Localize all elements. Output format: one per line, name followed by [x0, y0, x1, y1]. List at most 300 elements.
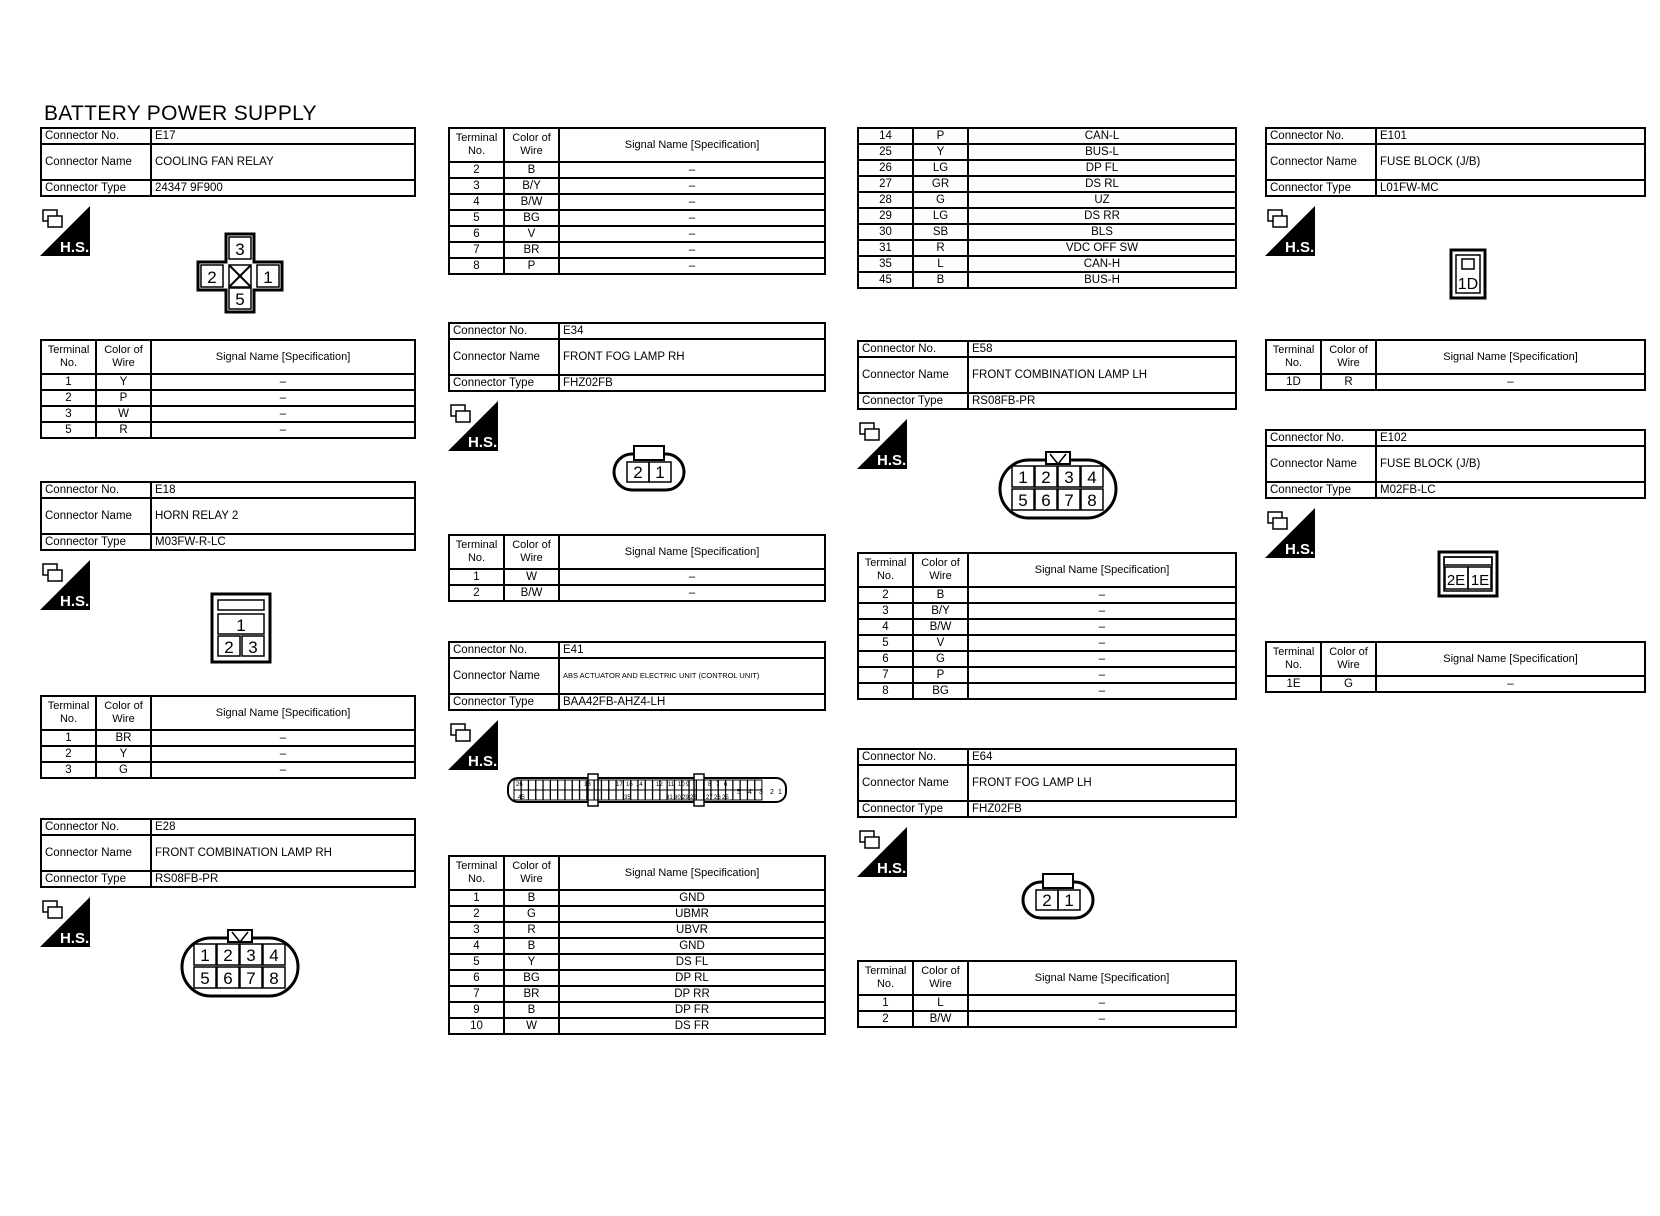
cavity-cell — [740, 780, 747, 790]
signal-name-cell: – — [151, 730, 415, 746]
signal-name-cell: – — [151, 422, 415, 438]
table-row — [449, 954, 825, 970]
pin-label: 2 — [1042, 891, 1052, 910]
connector-name-value: FRONT FOG LAMP LH — [968, 765, 1236, 801]
connector-type-value: FHZ02FB — [968, 801, 1236, 817]
pin-label: 4 — [269, 946, 279, 965]
label-connector-no: Connector No. — [41, 482, 151, 498]
pin-label: 26 — [714, 795, 721, 801]
table-row — [1266, 676, 1645, 692]
pin-label: 1 — [655, 463, 665, 482]
hs-label: H.S. — [60, 239, 90, 256]
signal-name-cell: – — [968, 651, 1236, 667]
cavity-cell — [551, 790, 558, 800]
signal-name-cell: – — [968, 619, 1236, 635]
cavity-cell — [529, 780, 536, 790]
connector-type-value: L01FW-MC — [1376, 180, 1645, 196]
table-row — [449, 258, 825, 274]
pin-label: 45 — [518, 795, 525, 801]
table-row — [449, 569, 825, 585]
wire-color-cell: G — [96, 762, 151, 778]
connector-face-e58 — [998, 450, 1118, 527]
wire-color-cell: BR — [504, 986, 559, 1002]
terminal-no-cell: 1 — [449, 569, 504, 585]
header-signal: Signal Name [Specification] — [1376, 340, 1645, 374]
wire-color-cell: B/Y — [504, 178, 559, 194]
header-terminal-no: Terminal No. — [449, 535, 504, 569]
wire-color-cell: P — [504, 258, 559, 274]
connector-no-value: E64 — [968, 749, 1236, 765]
pin-label: 3 — [248, 638, 258, 657]
pin-label: 8 — [1087, 491, 1097, 510]
table-row — [858, 240, 1236, 256]
pin-label: 16 — [626, 782, 633, 788]
terminal-table-e58 — [857, 552, 1237, 700]
header-terminal-no: Terminal No. — [41, 696, 96, 730]
table-row — [449, 986, 825, 1002]
wire-color-cell: B/Y — [913, 603, 968, 619]
header-terminal-no: Terminal No. — [858, 553, 913, 587]
signal-name-cell: – — [151, 406, 415, 422]
connector-face-e101 — [1449, 248, 1487, 305]
label-connector-no: Connector No. — [858, 341, 968, 357]
pin-label: 1 — [236, 616, 246, 635]
wire-color-cell: B — [504, 890, 559, 906]
terminal-no-cell: 2 — [449, 162, 504, 178]
cavity-cell — [653, 790, 660, 800]
label-connector-name: Connector Name — [449, 658, 559, 694]
table-row — [858, 192, 1236, 208]
wire-color-cell: LG — [913, 160, 968, 176]
connector-face-e64 — [1021, 872, 1095, 925]
terminal-no-cell: 4 — [858, 619, 913, 635]
signal-name-cell: – — [968, 587, 1236, 603]
pin-label: 17 — [616, 782, 623, 788]
header-color: Color of Wire — [1321, 340, 1376, 374]
wire-color-cell: R — [96, 422, 151, 438]
table-row — [858, 256, 1236, 272]
signal-name-cell: DP RR — [559, 986, 825, 1002]
wire-color-cell: B — [913, 272, 968, 288]
table-row — [858, 587, 1236, 603]
signal-name-cell: – — [559, 258, 825, 274]
hs-icon — [1265, 206, 1315, 256]
hs-label: H.S. — [877, 452, 907, 469]
signal-name-cell: – — [968, 635, 1236, 651]
label-connector-type: Connector Type — [449, 375, 559, 391]
pin-label: 2 — [633, 463, 643, 482]
pin-label: 1 — [778, 789, 782, 796]
header-terminal-no: Terminal No. — [449, 856, 504, 890]
wire-color-cell: SB — [913, 224, 968, 240]
signal-name-cell: – — [559, 226, 825, 242]
label-connector-type: Connector Type — [858, 393, 968, 409]
pin-label: 8 — [708, 782, 712, 788]
wire-color-cell: V — [504, 226, 559, 242]
terminal-no-cell: 2 — [41, 390, 96, 406]
connector-name-value: FRONT FOG LAMP RH — [559, 339, 825, 375]
signal-name-cell: – — [151, 374, 415, 390]
connector-face-e41 — [506, 772, 790, 813]
label-connector-name: Connector Name — [41, 144, 151, 180]
connector-no-value: E18 — [151, 482, 415, 498]
connector-no-value: E41 — [559, 642, 825, 658]
pin-label: 1E — [1470, 572, 1490, 589]
table-row — [449, 1002, 825, 1018]
header-terminal-no: Terminal No. — [1266, 340, 1321, 374]
cavity-cell — [602, 780, 609, 790]
table-row — [41, 422, 415, 438]
pin-label: 5 — [1018, 491, 1028, 510]
cavity-cell — [529, 790, 536, 800]
connector-name-value: FRONT COMBINATION LAMP LH — [968, 357, 1236, 393]
label-connector-name: Connector Name — [1266, 446, 1376, 482]
pin-label: 28 — [690, 795, 697, 801]
wire-color-cell: L — [913, 995, 968, 1011]
label-connector-no: Connector No. — [1266, 430, 1376, 446]
wire-color-cell: R — [504, 922, 559, 938]
table-row — [449, 585, 825, 601]
terminal-table-e41-continued — [857, 127, 1237, 289]
table-row — [41, 374, 415, 390]
label-connector-name: Connector Name — [41, 835, 151, 871]
terminal-no-cell: 2 — [41, 746, 96, 762]
label-connector-type: Connector Type — [858, 801, 968, 817]
cavity-cell — [631, 790, 638, 800]
cavity-cell — [565, 790, 572, 800]
header-terminal-no: Terminal No. — [449, 128, 504, 162]
label-connector-no: Connector No. — [449, 323, 559, 339]
signal-name-cell: – — [1376, 374, 1645, 390]
table-row — [858, 635, 1236, 651]
pin-label: 25 — [722, 795, 729, 801]
label-connector-no: Connector No. — [449, 642, 559, 658]
pin-label: 4 — [748, 789, 752, 796]
terminal-no-cell: 2 — [449, 906, 504, 922]
terminal-no-cell: 10 — [449, 1018, 504, 1034]
terminal-no-cell: 5 — [449, 210, 504, 226]
table-row — [449, 970, 825, 986]
signal-name-cell: – — [151, 762, 415, 778]
wire-color-cell: G — [1321, 676, 1376, 692]
pin-label: 1D — [1457, 276, 1479, 293]
pin-label: 6 — [724, 782, 728, 788]
terminal-no-cell: 31 — [858, 240, 913, 256]
terminal-no-cell: 7 — [449, 242, 504, 258]
hs-label: H.S. — [468, 434, 498, 451]
terminal-no-cell: 2 — [449, 585, 504, 601]
terminal-no-cell: 4 — [449, 194, 504, 210]
signal-name-cell: – — [559, 162, 825, 178]
connector-info-e58 — [857, 340, 1237, 410]
connector-info-e18 — [40, 481, 416, 551]
signal-name-cell: – — [559, 242, 825, 258]
header-color: Color of Wire — [504, 535, 559, 569]
signal-name-cell: – — [968, 683, 1236, 699]
table-row — [858, 272, 1236, 288]
pin-label: 6 — [1041, 491, 1051, 510]
connector-face-e102 — [1437, 550, 1499, 603]
terminal-no-cell: 4 — [449, 938, 504, 954]
header-color: Color of Wire — [504, 856, 559, 890]
pin-label: 4 — [1087, 468, 1097, 487]
label-connector-name: Connector Name — [1266, 144, 1376, 180]
cavity-cell — [558, 780, 565, 790]
pin-label: 1 — [1064, 891, 1074, 910]
wire-color-cell: G — [913, 192, 968, 208]
signal-name-cell: BUS-H — [968, 272, 1236, 288]
terminal-no-cell: 9 — [449, 1002, 504, 1018]
signal-name-cell: – — [968, 603, 1236, 619]
header-signal: Signal Name [Specification] — [559, 856, 825, 890]
terminal-no-cell: 3 — [41, 406, 96, 422]
terminal-no-cell: 8 — [449, 258, 504, 274]
terminal-table-e101 — [1265, 339, 1646, 391]
header-color: Color of Wire — [913, 553, 968, 587]
wire-color-cell: BG — [504, 970, 559, 986]
signal-name-cell: UBVR — [559, 922, 825, 938]
pin-label: 7 — [1064, 491, 1074, 510]
pin-label: 9 — [686, 782, 690, 788]
table-row — [858, 224, 1236, 240]
terminal-no-cell: 2 — [858, 1011, 913, 1027]
pin-label: 27 — [706, 795, 713, 801]
table-row — [858, 603, 1236, 619]
wire-color-cell: B — [913, 587, 968, 603]
hs-icon — [857, 827, 907, 877]
pin-label: 5 — [200, 969, 210, 988]
signal-name-cell: – — [968, 1011, 1236, 1027]
hs-icon — [448, 720, 498, 770]
cavity-cell — [543, 790, 550, 800]
table-row — [449, 922, 825, 938]
table-row — [449, 210, 825, 226]
table-row — [858, 160, 1236, 176]
terminal-table-e17 — [40, 339, 416, 439]
connector-no-value: E17 — [151, 128, 415, 144]
cavity-cell — [609, 780, 616, 790]
terminal-table-e34 — [448, 534, 826, 602]
connector-name-value: COOLING FAN RELAY — [151, 144, 415, 180]
wire-color-cell: B/W — [913, 619, 968, 635]
pin-label: 12 — [656, 782, 663, 788]
label-connector-name: Connector Name — [858, 765, 968, 801]
label-connector-no: Connector No. — [1266, 128, 1376, 144]
label-connector-name: Connector Name — [449, 339, 559, 375]
pin-label: 7 — [716, 782, 720, 788]
wire-color-cell: P — [96, 390, 151, 406]
table-row — [858, 651, 1236, 667]
signal-name-cell: UBMR — [559, 906, 825, 922]
signal-name-cell: GND — [559, 890, 825, 906]
pin-label: 3 — [1064, 468, 1074, 487]
label-connector-type: Connector Type — [41, 180, 151, 196]
label-connector-type: Connector Type — [1266, 180, 1376, 196]
pin-label: 2E — [1446, 572, 1466, 589]
terminal-table-e18 — [40, 695, 416, 779]
cavity-cell — [536, 780, 543, 790]
table-row — [1266, 374, 1645, 390]
pin-label: 31 — [666, 795, 673, 801]
header-signal: Signal Name [Specification] — [968, 553, 1236, 587]
connector-type-value: M02FB-LC — [1376, 482, 1645, 498]
wire-color-cell: V — [913, 635, 968, 651]
hs-label: H.S. — [468, 753, 498, 770]
signal-name-cell: – — [559, 178, 825, 194]
wire-color-cell: B — [504, 938, 559, 954]
terminal-no-cell: 2 — [858, 587, 913, 603]
header-terminal-no: Terminal No. — [1266, 642, 1321, 676]
hs-label: H.S. — [877, 860, 907, 877]
pin-label: 2 — [770, 789, 774, 796]
signal-name-cell: DS RL — [968, 176, 1236, 192]
signal-name-cell: – — [559, 585, 825, 601]
connector-name-value: FUSE BLOCK (J/B) — [1376, 446, 1645, 482]
wire-color-cell: P — [913, 667, 968, 683]
pin-label: 1 — [1018, 468, 1028, 487]
wire-color-cell: BR — [96, 730, 151, 746]
hs-icon — [40, 206, 90, 256]
pin-label: 5 — [235, 290, 245, 309]
wire-color-cell: B/W — [913, 1011, 968, 1027]
signal-name-cell: VDC OFF SW — [968, 240, 1236, 256]
terminal-no-cell: 3 — [41, 762, 96, 778]
table-row — [449, 906, 825, 922]
wire-color-cell: W — [96, 406, 151, 422]
wire-color-cell: G — [504, 906, 559, 922]
cavity-cell — [616, 790, 623, 800]
terminal-no-cell: 5 — [858, 635, 913, 651]
table-row — [41, 746, 415, 762]
table-row — [449, 938, 825, 954]
pin-label: 18 — [584, 782, 591, 788]
connector-name-value: ABS ACTUATOR AND ELECTRIC UNIT (CONTROL UNIT) — [559, 658, 825, 694]
pin-label: 26 — [516, 782, 523, 788]
signal-name-cell: – — [559, 210, 825, 226]
cavity-cell — [572, 780, 579, 790]
header-signal: Signal Name [Specification] — [1376, 642, 1645, 676]
table-row — [41, 406, 415, 422]
label-connector-name: Connector Name — [858, 357, 968, 393]
cavity-cell — [558, 790, 565, 800]
hs-label: H.S. — [1285, 239, 1315, 256]
connector-name-value: HORN RELAY 2 — [151, 498, 415, 534]
pin-label: 2 — [224, 638, 234, 657]
terminal-no-cell: 3 — [449, 922, 504, 938]
wire-color-cell: B — [504, 1002, 559, 1018]
hs-icon — [1265, 508, 1315, 558]
cavity-cell — [580, 790, 587, 800]
connector-type-value: RS08FB-PR — [968, 393, 1236, 409]
table-row — [858, 683, 1236, 699]
connector-info-e28 — [40, 818, 416, 888]
terminal-table-e41 — [448, 855, 826, 1035]
table-row — [449, 242, 825, 258]
wire-color-cell: W — [504, 1018, 559, 1034]
header-signal: Signal Name [Specification] — [559, 535, 825, 569]
table-row — [858, 144, 1236, 160]
terminal-no-cell: 14 — [858, 128, 913, 144]
connector-name-value: FUSE BLOCK (J/B) — [1376, 144, 1645, 180]
table-row — [858, 128, 1236, 144]
header-terminal-no: Terminal No. — [858, 961, 913, 995]
terminal-no-cell: 6 — [449, 226, 504, 242]
table-row — [449, 162, 825, 178]
terminal-no-cell: 1E — [1266, 676, 1321, 692]
table-row — [41, 390, 415, 406]
wire-color-cell: B/W — [504, 194, 559, 210]
table-row — [449, 890, 825, 906]
cavity-cell — [602, 790, 609, 800]
signal-name-cell: DS FR — [559, 1018, 825, 1034]
wire-color-cell: L — [913, 256, 968, 272]
signal-name-cell: – — [968, 995, 1236, 1011]
pin-label: 2 — [223, 946, 233, 965]
header-signal: Signal Name [Specification] — [968, 961, 1236, 995]
terminal-table-e64 — [857, 960, 1237, 1028]
connector-no-value: E28 — [151, 819, 415, 835]
terminal-no-cell: 7 — [449, 986, 504, 1002]
terminal-no-cell: 1 — [449, 890, 504, 906]
terminal-no-cell: 1D — [1266, 374, 1321, 390]
header-terminal-no: Terminal No. — [41, 340, 96, 374]
page-title: BATTERY POWER SUPPLY — [44, 102, 317, 125]
cavity-cell — [609, 790, 616, 800]
pin-label: 35 — [624, 795, 631, 801]
connector-no-value: E102 — [1376, 430, 1645, 446]
header-color: Color of Wire — [1321, 642, 1376, 676]
signal-name-cell: CAN-H — [968, 256, 1236, 272]
connector-no-value: E34 — [559, 323, 825, 339]
table-row — [858, 995, 1236, 1011]
terminal-no-cell: 5 — [41, 422, 96, 438]
connector-no-value: E58 — [968, 341, 1236, 357]
label-connector-type: Connector Type — [1266, 482, 1376, 498]
wire-color-cell: B — [504, 162, 559, 178]
terminal-no-cell: 27 — [858, 176, 913, 192]
terminal-no-cell: 1 — [858, 995, 913, 1011]
label-connector-type: Connector Type — [41, 871, 151, 887]
pin-label: 1 — [263, 268, 273, 287]
wire-color-cell: BG — [913, 683, 968, 699]
signal-name-cell: DP FL — [968, 160, 1236, 176]
connector-info-e64 — [857, 748, 1237, 818]
header-signal: Signal Name [Specification] — [559, 128, 825, 162]
pin-label: 3 — [235, 240, 245, 259]
connector-info-e17 — [40, 127, 416, 197]
pin-label: 2 — [1041, 468, 1051, 487]
cavity-cell — [551, 780, 558, 790]
hs-label: H.S. — [60, 930, 90, 947]
signal-name-cell: DP RL — [559, 970, 825, 986]
wire-color-cell: LG — [913, 208, 968, 224]
signal-name-cell: DS FL — [559, 954, 825, 970]
table-row — [858, 208, 1236, 224]
header-signal: Signal Name [Specification] — [151, 696, 415, 730]
label-connector-no: Connector No. — [41, 128, 151, 144]
wire-color-cell: B/W — [504, 585, 559, 601]
pin-label: 30 — [674, 795, 681, 801]
table-row — [449, 194, 825, 210]
pin-label: 5 — [737, 789, 741, 796]
wire-color-cell: GR — [913, 176, 968, 192]
table-row — [858, 1011, 1236, 1027]
pin-label: 1 — [200, 946, 210, 965]
hs-icon — [857, 419, 907, 469]
table-row — [858, 176, 1236, 192]
terminal-no-cell: 7 — [858, 667, 913, 683]
terminal-no-cell: 25 — [858, 144, 913, 160]
